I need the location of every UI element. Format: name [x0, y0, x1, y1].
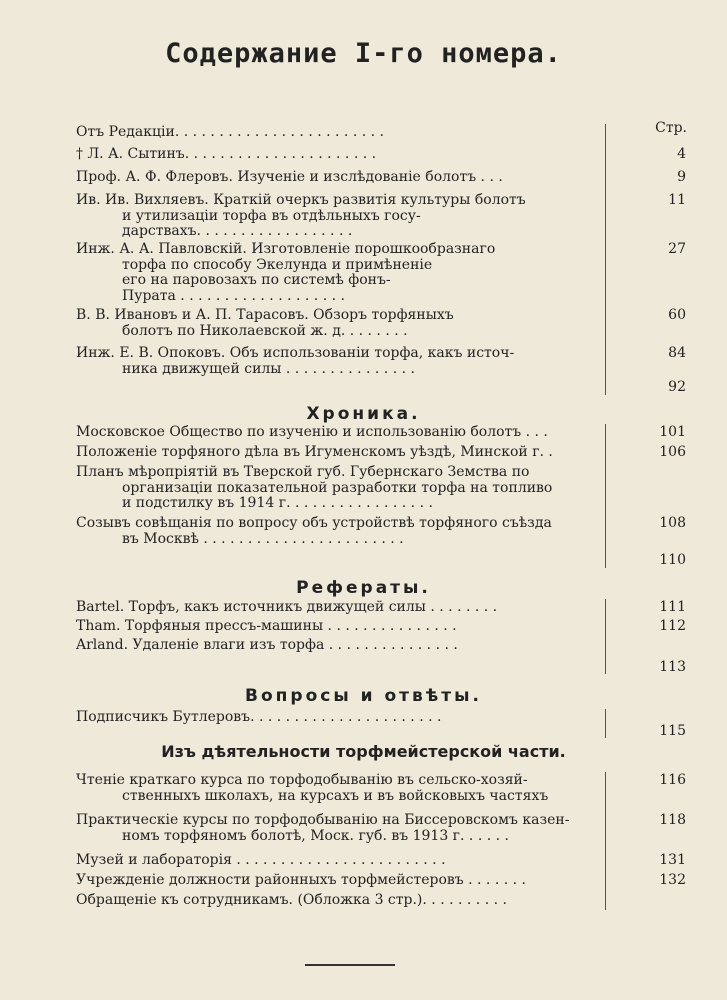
toc-entry — [76, 813, 686, 844]
footer-divider — [305, 964, 395, 966]
toc-page-number: 11 — [668, 192, 686, 208]
toc-page-number: 110 — [659, 552, 686, 568]
toc-entry-text — [76, 600, 616, 616]
toc-page-number: 4 — [677, 146, 686, 162]
toc-entry-line: Tham. Торфяныя прессъ-машины . . . . . . . . . . . . . . . — [76, 618, 457, 634]
toc-entry-text — [76, 425, 616, 441]
toc-entry-line: дарствахъ. . . . . . . . . . . . . . . . . . — [122, 223, 353, 239]
section-heading-questions: Вопросы и отвѣты. — [245, 686, 482, 706]
toc-entry-text — [76, 710, 616, 726]
toc-entry-line: Чтеніе краткаго курса по торфодобыванію въ сельско-хозяй- — [76, 772, 528, 788]
toc-page-number: 108 — [659, 515, 686, 531]
toc-entry-line: и утилизаціи торфа въ отдѣльныхъ госу- — [122, 207, 421, 224]
toc-page-number: 116 — [659, 772, 686, 788]
toc-entry-text — [76, 125, 616, 141]
toc-entry — [76, 600, 686, 616]
toc-page-number: 118 — [659, 812, 686, 828]
toc-entry-line: Созывъ совѣщанія по вопросу объ устройствѣ торфяного съѣзда — [76, 515, 552, 531]
toc-entry-line: ника движущей силы . . . . . . . . . . . . . . . — [122, 360, 415, 377]
toc-entry-line: Подписчикъ Бутлеровъ. . . . . . . . . . . . . . . . . . . . . . — [76, 709, 442, 725]
toc-entry-line: Учрежденіе должности районныхъ торфмейстеровъ . . . . . . . — [76, 872, 526, 888]
toc-entry-text — [76, 193, 616, 240]
toc-page-number: 132 — [659, 872, 686, 888]
toc-entry-text — [76, 873, 616, 889]
toc-page-number: 9 — [677, 169, 686, 185]
toc-page-number: 101 — [659, 424, 686, 440]
page-column-label: Стр. — [655, 120, 687, 136]
toc-page-number: 113 — [659, 659, 686, 675]
column-divider — [605, 772, 606, 910]
toc-page-number: 106 — [659, 444, 686, 460]
toc-page-number: 27 — [668, 241, 686, 257]
toc-entry — [76, 873, 686, 889]
section-heading-chronicle: Хроника. — [306, 404, 421, 424]
toc-entry-line: и подстилку въ 1914 г. . . . . . . . . . . . . . . . . — [122, 495, 433, 511]
toc-page-number: 112 — [659, 618, 686, 634]
toc-entry — [76, 193, 686, 240]
toc-entry — [76, 125, 686, 141]
section-heading-activity: Изъ дѣятельности торфмейстерской части. — [161, 742, 566, 761]
toc-entry-line: организаціи показательной разработки торфа на топливо — [122, 479, 553, 496]
toc-entry-text — [76, 170, 616, 186]
toc-entry-text — [76, 308, 616, 339]
toc-entry-line: Планъ мѣропріятій въ Тверской губ. Губернскаго Земства по — [76, 464, 530, 480]
toc-entry-text — [76, 638, 616, 654]
toc-entry-text — [76, 813, 616, 844]
toc-entry-text — [76, 853, 616, 869]
toc-entry-line: Инж. Е. В. Опоковъ. Объ использованіи торфа, какъ источ- — [76, 345, 515, 361]
column-divider — [605, 124, 606, 395]
toc-entry-text — [76, 346, 616, 377]
toc-entry — [76, 853, 686, 869]
toc-entry — [76, 465, 686, 512]
toc-entry-line: Московское Общество по изученію и использованію болотъ . . . — [76, 424, 548, 440]
toc-entry-line: Инж. А. А. Павловскій. Изготовленіе порошкообразнаго — [76, 241, 496, 257]
toc-entry-line: Проф. А. Ф. Флеровъ. Изученіе и изслѣдованіе болотъ . . . — [76, 169, 503, 185]
section-heading-referaty: Рефераты. — [296, 578, 431, 598]
column-divider — [605, 424, 606, 568]
toc-entry — [76, 619, 686, 635]
toc-entry-text — [76, 147, 616, 163]
toc-entry-line: болотъ по Николаевской ж. д. . . . . . . . — [122, 322, 408, 339]
toc-entry-line: † Л. А. Сытинъ. . . . . . . . . . . . . . . . . . . . . . — [76, 146, 377, 162]
page-title: Содержание I-го номера. — [165, 38, 562, 69]
toc-entry-text — [76, 893, 616, 909]
toc-entry-line: номъ торфяномъ болотѣ, Моск. губ. въ 1913 г. . . . . . — [122, 827, 509, 844]
toc-entry — [76, 773, 686, 804]
toc-entry — [76, 893, 686, 909]
toc-entry-text — [76, 516, 616, 547]
toc-entry — [76, 346, 686, 377]
toc-page-number: 84 — [668, 345, 686, 361]
toc-entry-line: въ Москвѣ . . . . . . . . . . . . . . . . . . . . . . . — [122, 530, 404, 547]
toc-entry — [76, 445, 686, 461]
toc-entry-line: Отъ Редакціи. . . . . . . . . . . . . . . . . . . . . . . . — [76, 124, 384, 140]
toc-entry-line: Ив. Ив. Вихляевъ. Краткій очеркъ развитія культуры болотъ — [76, 192, 526, 208]
toc-entry-line: Практическіе курсы по торфодобыванію на Биссеровскомъ казен- — [76, 812, 570, 828]
toc-entry-line: Пурата . . . . . . . . . . . . . . . . . . . — [122, 287, 345, 304]
toc-entry — [76, 242, 686, 304]
toc-entry — [76, 516, 686, 547]
toc-entry-line: торфа по способу Экелунда и примѣненіе — [122, 256, 433, 273]
toc-entry-line: Bartel. Торфъ, какъ источникъ движущей силы . . . . . . . . — [76, 599, 498, 615]
toc-entry-text — [76, 242, 616, 304]
toc-entry-line: В. В. Ивановъ и А. П. Тарасовъ. Обзоръ торфяныхъ — [76, 307, 454, 323]
toc-entry-line: его на паровозахъ по системѣ фонъ- — [122, 272, 391, 288]
toc-entry-line: Обращеніе къ сотрудникамъ. (Обложка 3 стр.). . . . . . . . . . — [76, 892, 507, 908]
toc-page-number: 111 — [659, 599, 686, 615]
toc-page-number: 92 — [668, 379, 686, 395]
toc-entry — [76, 425, 686, 441]
toc-entry-line: Arland. Удаленіе влаги изъ торфа . . . . . . . . . . . . . . . — [76, 637, 458, 653]
column-divider — [605, 599, 606, 674]
toc-entry — [76, 638, 686, 654]
toc-entry — [76, 308, 686, 339]
toc-entry-text — [76, 773, 616, 804]
toc-entry — [76, 170, 686, 186]
toc-entry — [76, 710, 686, 726]
toc-entry-line: ственныхъ школахъ, на курсахъ и въ войсковыхъ частяхъ — [122, 787, 549, 804]
toc-page-number: 131 — [659, 852, 686, 868]
toc-entry-text — [76, 445, 616, 461]
toc-entry-text — [76, 465, 616, 512]
toc-page-number: 60 — [668, 307, 686, 323]
toc-page-number: 115 — [659, 723, 686, 739]
toc-entry — [76, 147, 686, 163]
toc-entry-line: Положеніе торфяного дѣла въ Игуменскомъ уѣздѣ, Минской г. . — [76, 444, 553, 460]
column-divider — [605, 709, 606, 738]
toc-entry-line: Музей и лабораторія . . . . . . . . . . . . . . . . . . . . . . . . — [76, 852, 446, 868]
toc-entry-text — [76, 619, 616, 635]
